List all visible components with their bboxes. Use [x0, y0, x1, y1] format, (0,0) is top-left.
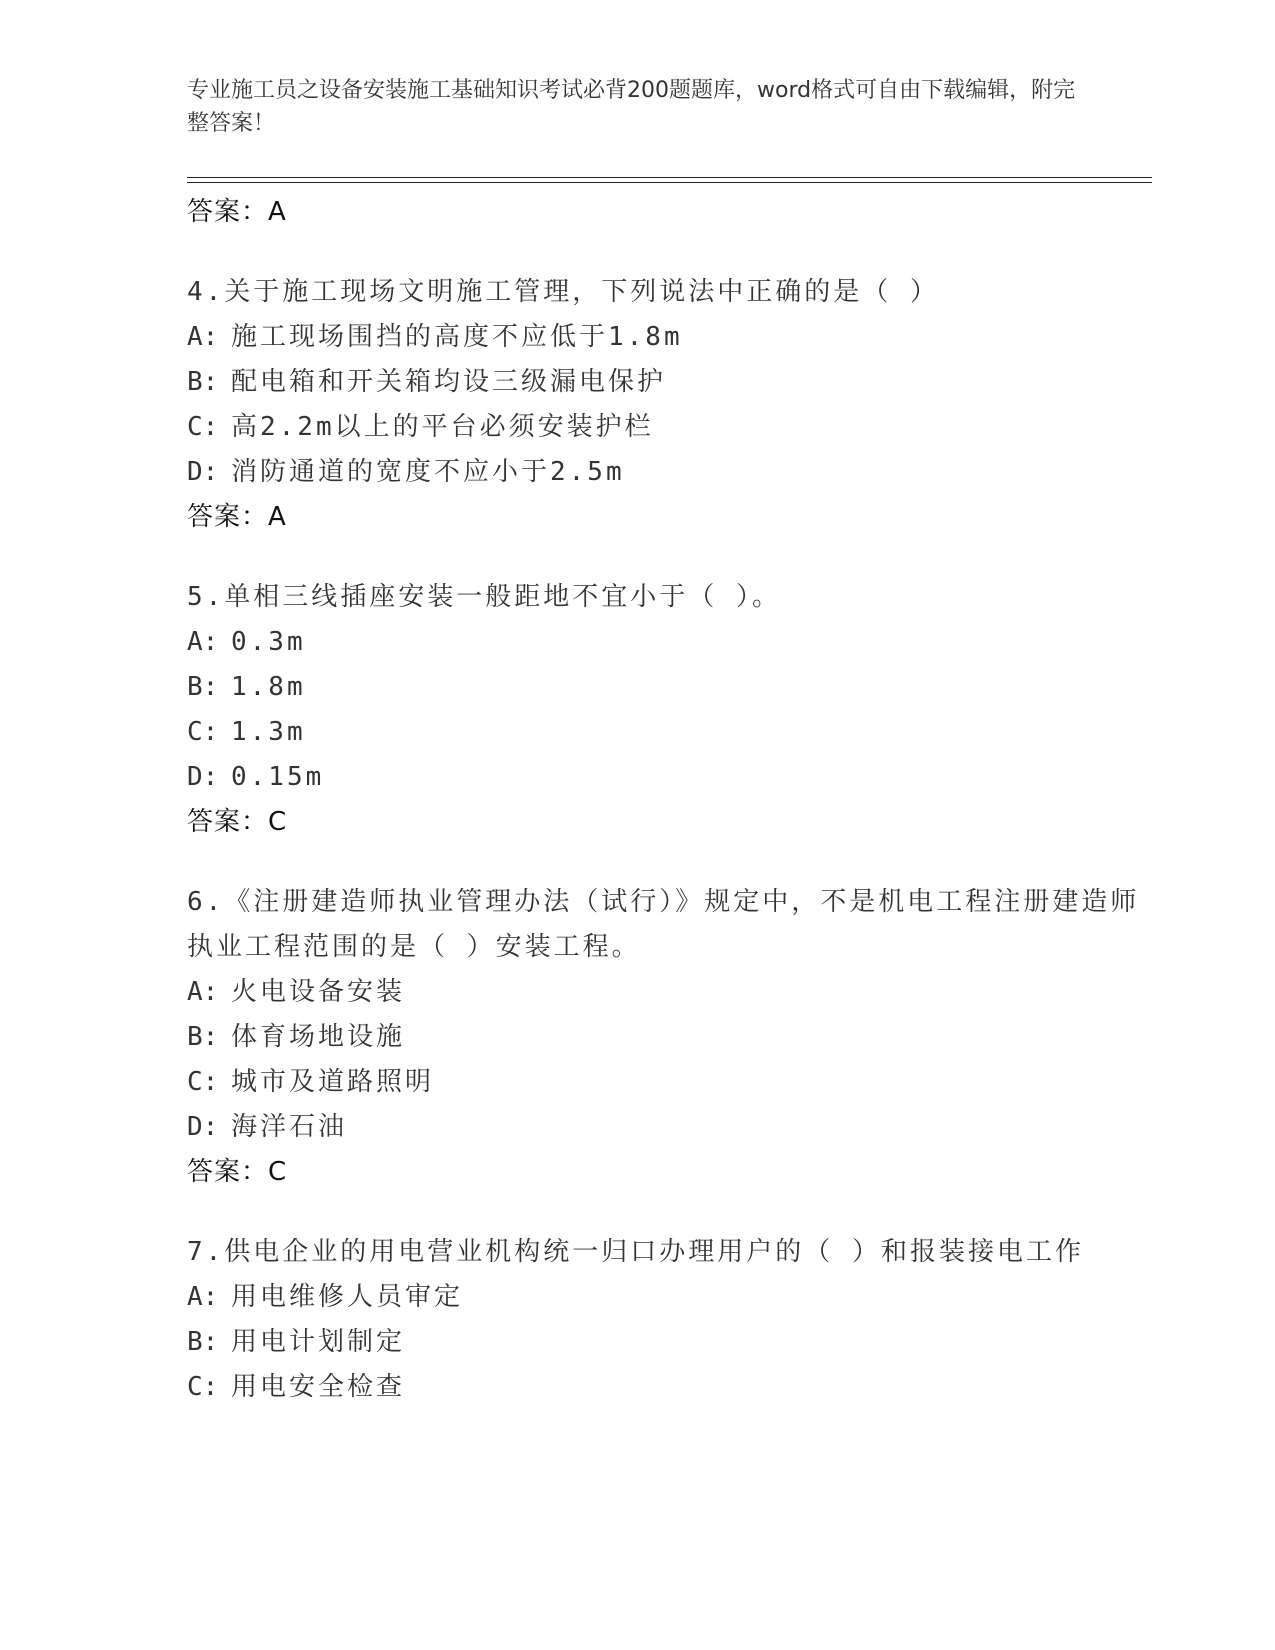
option-d [187, 1105, 1147, 1150]
answer-line: 答案：A [187, 197, 287, 227]
option-a [187, 315, 1147, 360]
option-c [187, 1060, 1147, 1105]
answer-line: 答案：A [187, 502, 287, 532]
option-text: 配电箱和开关箱均设三级漏电保护 [231, 367, 667, 397]
question-block [187, 1230, 1147, 1410]
option-text: 用电维修人员审定 [231, 1282, 464, 1312]
option-d [187, 450, 1147, 495]
header-divider [187, 182, 1152, 183]
option-letter: B: [187, 367, 219, 397]
header-divider [187, 177, 1152, 178]
option-letter: B: [187, 672, 219, 702]
option-b [187, 1015, 1147, 1060]
option-letter: C: [187, 1372, 219, 1402]
option-text: 火电设备安装 [231, 977, 406, 1007]
option-text: 高2.2m以上的平台必须安装护栏 [231, 412, 654, 442]
option-letter: A: [187, 627, 219, 657]
option-b [187, 1320, 1147, 1365]
answer-line: 答案：C [187, 1157, 288, 1187]
option-letter: C: [187, 1067, 219, 1097]
answer-line: 答案：C [187, 807, 288, 837]
option-text: 0.3m [231, 627, 306, 657]
option-letter: D: [187, 457, 219, 487]
option-letter: A: [187, 977, 219, 1007]
option-letter: A: [187, 1282, 219, 1312]
question-block [187, 270, 1147, 540]
question-text: 6.《注册建造师执业管理办法（试行）》规定中，不是机电工程注册建造师执业工程范围的是（ ）安装工程。 [187, 887, 1140, 962]
option-c [187, 405, 1147, 450]
question-text: 7.供电企业的用电营业机构统一归口办理用户的（ ）和报装接电工作 [187, 1237, 1084, 1267]
option-text: 0.15m [231, 762, 325, 792]
option-c [187, 1365, 1147, 1410]
question-block [187, 575, 1147, 845]
option-a [187, 620, 1147, 665]
option-text: 用电计划制定 [231, 1327, 406, 1357]
question-text: 4.关于施工现场文明施工管理，下列说法中正确的是（ ） [187, 277, 939, 307]
option-a [187, 1275, 1147, 1320]
option-text: 用电安全检查 [231, 1372, 406, 1402]
option-letter: A: [187, 322, 219, 352]
option-text: 城市及道路照明 [231, 1067, 435, 1097]
option-a [187, 970, 1147, 1015]
page-header [187, 74, 1087, 140]
option-letter: C: [187, 717, 219, 747]
option-c [187, 710, 1147, 755]
option-d [187, 755, 1147, 800]
option-letter: C: [187, 412, 219, 442]
option-b [187, 665, 1147, 710]
option-text: 1.3m [231, 717, 306, 747]
option-text: 海洋石油 [231, 1112, 348, 1142]
question-text: 5.单相三线插座安装一般距地不宜小于（ ）。 [187, 582, 781, 612]
option-letter: B: [187, 1022, 219, 1052]
page-header-title: 专业施工员之设备安装施工基础知识考试必背200题题库，word格式可自由下载编辑，附完整答案！ [187, 78, 1076, 136]
option-text: 体育场地设施 [231, 1022, 406, 1052]
option-text: 施工现场围挡的高度不应低于1.8m [231, 322, 683, 352]
option-text: 消防通道的宽度不应小于2.5m [231, 457, 625, 487]
option-letter: D: [187, 1112, 219, 1142]
option-text: 1.8m [231, 672, 306, 702]
document-body [187, 190, 1147, 1410]
option-b [187, 360, 1147, 405]
option-letter: D: [187, 762, 219, 792]
question-block [187, 880, 1147, 1195]
option-letter: B: [187, 1327, 219, 1357]
